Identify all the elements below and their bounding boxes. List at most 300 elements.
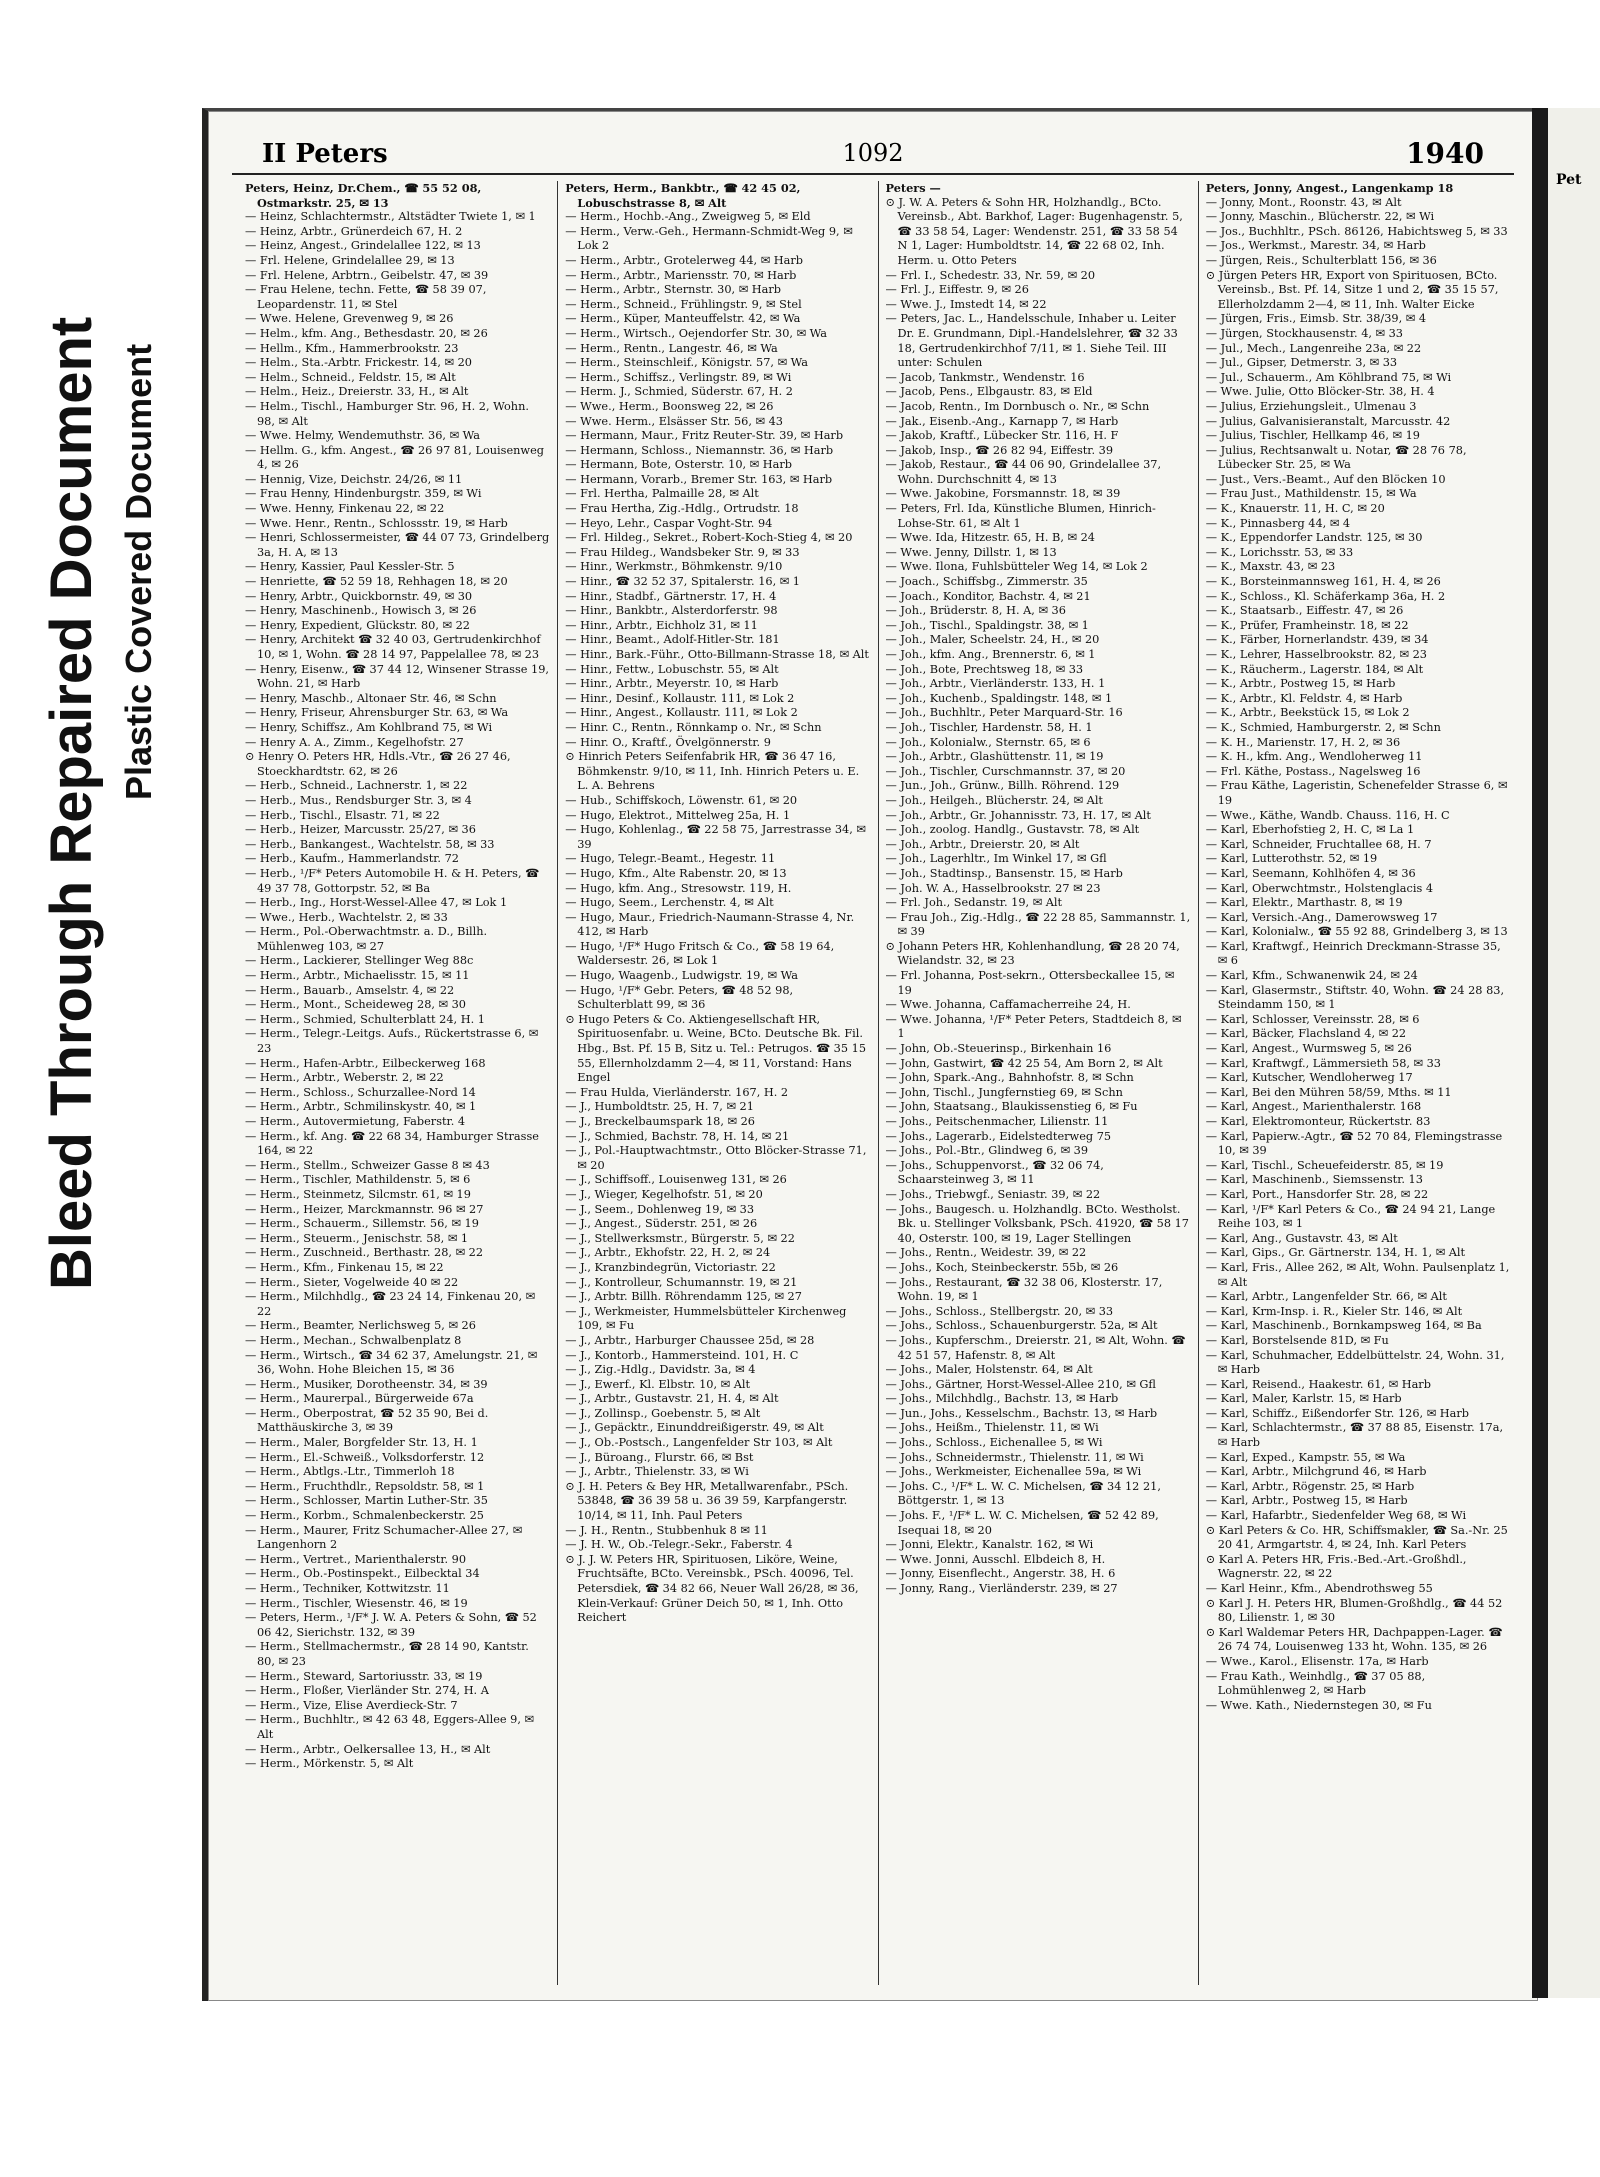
directory-entry: — K. H., Marienstr. 17, H. 2, ✉ 36 [1205, 735, 1401, 749]
volume-number: II [262, 139, 287, 169]
directory-entry: — Karl, Angest., Marienthalerstr. 168 [1205, 1100, 1422, 1114]
directory-entry: — Wwe. Henr., Rentn., Schlossstr. 19, ✉ Harb [245, 516, 508, 530]
directory-entry: — Frl. Joh., Sedanstr. 19, ✉ Alt [885, 896, 1063, 910]
directory-entry: — Frl. Helene, Arbtrn., Geibelstr. 47, ✉ 39 [245, 268, 489, 282]
directory-entry: — Jun., Johs., Kesselschm., Bachstr. 13, ✉ Harb [885, 1406, 1158, 1420]
directory-entry: — Heyo, Lehr., Caspar Voght-Str. 94 [565, 516, 773, 530]
directory-entry: — Herm., Ob.-Postinspekt., Eilbecktal 34 [245, 1567, 480, 1581]
directory-entry: — Herm., Pol.-Oberwachtmstr. a. D., Billh. Mühlenweg 103, ✉ 27 [245, 925, 488, 953]
directory-entry: — K., Lehrer, Hasselbrookstr. 82, ✉ 23 [1205, 648, 1427, 661]
directory-entry: — Johs., Maler, Holstenstr. 64, ✉ Alt [885, 1363, 1093, 1377]
directory-entry: — Herm., Bauarb., Amselstr. 4, ✉ 22 [245, 983, 455, 997]
directory-entry: — J., Ewerf., Kl. Elbstr. 10, ✉ Alt [565, 1377, 751, 1391]
directory-entry: — Karl, Kraftwgf., Lämmersieth 58, ✉ 33 [1205, 1056, 1441, 1070]
directory-entry: — Herm., Lackierer, Stellinger Weg 88c [245, 954, 474, 968]
directory-entry: — Herm., Tischler, Wiesenstr. 46, ✉ 19 [245, 1596, 468, 1610]
directory-entry: — Herm., Arbtr., Michaelisstr. 15, ✉ 11 [245, 969, 470, 983]
plastic-covered-label: Plastic Covered Document [118, 343, 159, 800]
directory-entry: — K., Räucherm., Lagerstr. 184, ✉ Alt [1205, 662, 1424, 676]
directory-entry: — John, Staatsang., Blaukissenstieg 6, ✉ Fu [885, 1100, 1138, 1114]
directory-entry: — Herb., Bankangest., Wachtelstr. 58, ✉ 33 [245, 837, 495, 851]
directory-entry: — K., Lorichsstr. 53, ✉ 33 [1205, 545, 1354, 559]
directory-entry: — Joh. W. A., Hasselbrookstr. 27 ✉ 23 [885, 881, 1101, 895]
directory-entry: — K., Pinnasberg 44, ✉ 4 [1205, 516, 1351, 530]
directory-entry: — Hugo, Kohlenlag., ☎ 22 58 75, Jarrestrasse 34, ✉ 39 [565, 823, 866, 851]
directory-entry: — Herm., Floßer, Vierländer Str. 274, H. A [245, 1684, 489, 1698]
directory-entry: — Frau Hildeg., Wandsbeker Str. 9, ✉ 33 [565, 545, 800, 559]
directory-entry: — Hinr., ☎ 32 52 37, Spitalerstr. 16, ✉ 1 [565, 575, 800, 589]
directory-entry: — Jacob, Tankmstr., Wendenstr. 16 [885, 370, 1085, 384]
repaired-document-label: Bleed Through Repaired Document [39, 316, 104, 1290]
directory-entry: — John, Tischl., Jungfernstieg 69, ✉ Schn [885, 1085, 1123, 1099]
directory-entry: — Herm., Steinmetz, Silcmstr. 61, ✉ 19 [245, 1187, 471, 1201]
directory-entry: — Johs., Lagerarb., Eidelstedterweg 75 [885, 1129, 1112, 1143]
directory-entry: — Herm., Arbtr., Weberstr. 2, ✉ 22 [245, 1071, 444, 1085]
directory-entry: — Johs., Kupferschm., Dreierstr. 21, ✉ Alt, Wohn. ☎ 42 51 57, Hafenstr. 8, ✉ Alt [885, 1333, 1186, 1362]
directory-column [879, 181, 1199, 1985]
directory-entry: — Joh., Arbtr., Glashüttenstr. 11, ✉ 19 [885, 750, 1104, 764]
directory-entry: — J., Schmied, Bachstr. 78, H. 14, ✉ 21 [565, 1129, 790, 1143]
directory-entry: — Frl. J., Eiffestr. 9, ✉ 26 [885, 283, 1029, 297]
directory-entry: — Jonny, Eisenflecht., Angerstr. 38, H. 6 [885, 1567, 1116, 1581]
directory-entry: — K., Arbtr., Kl. Feldstr. 4, ✉ Harb [1205, 691, 1403, 705]
directory-entry: — Wwe. Julie, Otto Blöcker-Str. 38, H. 4 [1205, 385, 1435, 399]
directory-entry: — J., Arbtr., Harburger Chaussee 25d, ✉ 28 [565, 1333, 815, 1347]
directory-entry: — Herm., Musiker, Dorotheenstr. 34, ✉ 39 [245, 1377, 488, 1391]
directory-entry: — Herm., Arbtr., Grotelerweg 44, ✉ Harb [565, 253, 803, 267]
directory-entry: — Johs., Heißm., Thielenstr. 11, ✉ Wi [885, 1421, 1099, 1435]
directory-entry: — Jürgen, Reis., Schulterblatt 156, ✉ 36 [1205, 253, 1437, 267]
directory-entry: — Karl, Hafarbtr., Siedenfelder Weg 68, ✉ Wi [1205, 1509, 1467, 1523]
directory-entry: — Hugo, ¹/F* Gebr. Peters, ☎ 48 52 98, Schulterblatt 99, ✉ 36 [565, 983, 794, 1012]
directory-entry: — Julius, Galvanisieranstalt, Marcusstr. 42 [1205, 414, 1451, 428]
directory-entry: — John, Spark.-Ang., Bahnhofstr. 8, ✉ Schn [885, 1071, 1134, 1085]
page-number: 1092 [842, 139, 904, 167]
directory-entry: — J., Ob.-Postsch., Langenfelder Str 103, ✉ Alt [565, 1436, 833, 1450]
directory-entry: — J., Wieger, Kegelhofstr. 51, ✉ 20 [565, 1187, 763, 1201]
directory-entry: — Karl, Kfm., Schwanenwik 24, ✉ 24 [1205, 969, 1418, 983]
directory-entry: — Joh., Buchhltr., Peter Marquard-Str. 16 [885, 706, 1123, 720]
column-heading: Peters, Jonny, Angest., Langenkamp 18 [1205, 181, 1454, 195]
directory-entry: — Johs., Werkmeister, Eichenallee 59a, ✉ Wi [885, 1465, 1142, 1479]
directory-entry: — Herm., Schiffsz., Verlingstr. 89, ✉ Wi [565, 370, 792, 384]
directory-entry: — Joh., Arbtr., Gr. Johannisstr. 73, H. 17, ✉ Alt [885, 808, 1151, 822]
directory-entry: — Hugo, Maur., Friedrich-Naumann-Strasse 4, Nr. 412, ✉ Harb [565, 910, 855, 939]
directory-entry: — Karl, Eberhofstieg 2, H. C, ✉ La 1 [1205, 823, 1415, 837]
column-heading: Peters, Herm., Bankbtr., ☎ 42 45 02, Lobuschstrasse 8, ✉ Alt [565, 181, 801, 210]
directory-entry: ⊙ Johann Peters HR, Kohlenhandlung, ☎ 28 20 74, Wielandstr. 32, ✉ 23 [885, 939, 1180, 968]
column-heading: Peters — [885, 181, 941, 195]
directory-entry: — Joach., Schiffsbg., Zimmerstr. 35 [885, 575, 1088, 589]
directory-entry: — Joh., kfm. Ang., Brennerstr. 6, ✉ 1 [885, 648, 1096, 661]
directory-entry: — Johs., Baugesch. u. Holzhandlg. BCto. Westholst. Bk. u. Stellinger Volksbank, PSch. 41920, ☎ 58 17 40, Osterstr. 100, ✉ 19, Lager Stellingen [885, 1202, 1189, 1245]
directory-entry: — Herm., Schneid., Frühlingstr. 9, ✉ Stel [565, 297, 802, 311]
directory-entry: — Karl, Kraftwgf., Heinrich Dreckmann-Strasse 35, ✉ 6 [1205, 939, 1501, 968]
directory-entry: — Joh., Tischl., Spaldingstr. 38, ✉ 1 [885, 618, 1089, 632]
directory-column [238, 181, 558, 1985]
directory-entry: — Hermann, Bote, Osterstr. 10, ✉ Harb [565, 458, 792, 472]
directory-entry: — J., Werkmeister, Hummelsbütteler Kirchenweg 109, ✉ Fu [565, 1304, 847, 1333]
directory-entry: — Johs. F., ¹/F* L. W. C. Michelsen, ☎ 52 42 89, Isequai 18, ✉ 20 [885, 1509, 1159, 1537]
directory-entry: — Wwe., Käthe, Wandb. Chauss. 116, H. C [1205, 808, 1450, 822]
directory-entry: — Jakob, Restaur., ☎ 44 06 90, Grindelallee 37, Wohn. Durchschnitt 4, ✉ 13 [885, 458, 1162, 486]
directory-entry: — K. H., kfm. Ang., Wendloherweg 11 [1205, 750, 1423, 764]
directory-entry: — Henry A. A., Zimm., Kegelhofstr. 27 [245, 735, 464, 749]
directory-entry: — K., Eppendorfer Landstr. 125, ✉ 30 [1205, 531, 1423, 545]
directory-entry: — Herm., Stellm., Schweizer Gasse 8 ✉ 43 [245, 1158, 490, 1172]
directory-entry: — Johs., Restaurant, ☎ 32 38 06, Klosterstr. 17, Wohn. 19, ✉ 1 [885, 1275, 1163, 1304]
directory-entry: — Joh., Tischler, Hardenstr. 58, H. 1 [885, 720, 1093, 734]
directory-entry: — Hinr., Bankbtr., Alsterdorferstr. 98 [565, 604, 778, 618]
directory-entry: — Herm., Verw.-Geh., Hermann-Schmidt-Weg 9, ✉ Lok 2 [565, 224, 853, 253]
directory-entry: — Hinr. O., Kraftf., Övelgönnerstr. 9 [565, 735, 771, 749]
directory-entry: — Karl, Bei den Mühren 58/59, Mths. ✉ 11 [1205, 1085, 1452, 1099]
directory-entry: — Frau Helene, techn. Fette, ☎ 58 39 07, Leopardenstr. 11, ✉ Stel [245, 283, 487, 311]
directory-entry: — Hugo, ¹/F* Hugo Fritsch & Co., ☎ 58 19 64, Waldersestr. 26, ✉ Lok 1 [565, 939, 835, 968]
directory-entry: — Peters, Jac. L., Handelsschule, Inhaber u. Leiter Dr. E. Grundmann, Dipl.-Handelslehrer, ☎ 32 33 18, Gertrudenkirchhof 7/11, ✉ 1. Siehe Teil. III unter: Schulen [885, 312, 1178, 370]
directory-entry: — Frl. Hertha, Palmaille 28, ✉ Alt [565, 487, 759, 501]
directory-entry: — Joh., Kuchenb., Spaldingstr. 148, ✉ 1 [885, 691, 1113, 705]
directory-entry: — Herb., Heizer, Marcusstr. 25/27, ✉ 36 [245, 823, 476, 837]
directory-entry: — Karl, Elektr., Marthastr. 8, ✉ 19 [1205, 896, 1403, 910]
directory-entry: — Jul., Gipser, Detmerstr. 3, ✉ 33 [1205, 356, 1398, 370]
directory-entry: — Hellm. G., kfm. Angest., ☎ 26 97 81, Louisenweg 4, ✉ 26 [245, 443, 545, 472]
directory-entry: — Herm., Wirtsch., Oejendorfer Str. 30, ✉ Wa [565, 326, 827, 340]
directory-entry: — Herm., Schauerm., Sillemstr. 56, ✉ 19 [245, 1217, 479, 1231]
directory-entry: — K., Staatsarb., Eiffestr. 47, ✉ 26 [1205, 604, 1404, 618]
directory-entry: — Henry, Architekt ☎ 32 40 03, Gertrudenkirchhof 10, ✉ 1, Wohn. ☎ 28 14 97, Pappelallee 78, ✉ 23 [245, 633, 541, 661]
directory-entry: — Karl, ¹/F* Karl Peters & Co., ☎ 24 94 21, Lange Reihe 103, ✉ 1 [1205, 1202, 1496, 1231]
directory-entry: — Jonny, Mont., Roonstr. 43, ✉ Alt [1205, 195, 1402, 209]
directory-entry: — Herm., Vertret., Marienthalerstr. 90 [245, 1552, 467, 1566]
directory-entry: — Hennig, Vize, Deichstr. 24/26, ✉ 11 [245, 472, 463, 486]
directory-entry: — Karl, Maschinenb., Siemssenstr. 13 [1205, 1173, 1423, 1187]
directory-entry: — Karl, Versich.-Ang., Damerowsweg 17 [1205, 910, 1438, 924]
directory-entry: — Joach., Konditor, Bachstr. 4, ✉ 21 [885, 589, 1091, 603]
header-name: Peters [295, 139, 388, 169]
directory-entry: — Wwe. Ilona, Fuhlsbütteler Weg 14, ✉ Lok 2 [885, 560, 1148, 574]
directory-entry: — Henry, Maschb., Altonaer Str. 46, ✉ Schn [245, 691, 497, 705]
directory-entry: ⊙ Hinrich Peters Seifenfabrik HR, ☎ 36 47 16, Böhmkenstr. 9/10, ✉ 11, Inh. Hinrich Peters u. E. L. A. Behrens [565, 750, 860, 793]
directory-entry: — Helm., Sta.-Arbtr. Frickestr. 14, ✉ 20 [245, 356, 472, 370]
directory-entry: — J. H. W., Ob.-Telegr.-Sekr., Faberstr. 4 [565, 1538, 793, 1552]
directory-entry: — Hugo, Elektrot., Mittelweg 25a, H. 1 [565, 808, 791, 822]
directory-entry: — Karl, Port., Hansdorfer Str. 28, ✉ 22 [1205, 1187, 1429, 1201]
directory-entry: — Jakob, Insp., ☎ 26 82 94, Eiffestr. 39 [885, 443, 1114, 457]
directory-entry: — Jonny, Maschin., Blücherstr. 22, ✉ Wi [1205, 210, 1435, 224]
directory-entry: — Herb., Tischl., Elsastr. 71, ✉ 22 [245, 808, 440, 822]
directory-entry: — Karl, Kolonialw., ☎ 55 92 88, Grindelberg 3, ✉ 13 [1205, 925, 1508, 939]
directory-entry: — J., Pol.-Hauptwachtmstr., Otto Blöcker-Strasse 71, ✉ 20 [565, 1144, 867, 1172]
directory-entry: — Joh., Arbtr., Dreierstr. 20, ✉ Alt [885, 837, 1080, 851]
directory-entry: ⊙ Karl Peters & Co. HR, Schiffsmakler, ☎ Sa.-Nr. 25 20 41, Armgartstr. 4, ✉ 24, Inh. Karl Peters [1205, 1523, 1508, 1552]
directory-entry: — Jul., Mech., Langenreihe 23a, ✉ 22 [1205, 341, 1422, 355]
directory-entry: — J., Schiffsoff., Louisenweg 131, ✉ 26 [565, 1173, 787, 1187]
page-header [232, 133, 1514, 175]
directory-entry: — Herm., Beamter, Nerlichsweg 5, ✉ 26 [245, 1319, 476, 1333]
directory-entry: — Herm., Schmied, Schulterblatt 24, H. 1 [245, 1012, 485, 1026]
directory-entry: — Herm., Hafen-Arbtr., Eilbeckerweg 168 [245, 1056, 486, 1070]
directory-entry: — Hugo, Telegr.-Beamt., Hegestr. 11 [565, 852, 776, 866]
directory-entry: — Wwe. Herm., Elsässer Str. 56, ✉ 43 [565, 414, 783, 428]
directory-entry: — Johs., Koch, Steinbeckerstr. 55b, ✉ 26 [885, 1260, 1119, 1274]
directory-entry: — J., Kontorb., Hammersteind. 101, H. C [565, 1348, 799, 1362]
directory-entry: — Herm., Schlosser, Martin Luther-Str. 35 [245, 1494, 488, 1508]
directory-entry: — Jos., Werkmst., Marestr. 34, ✉ Harb [1205, 239, 1426, 253]
directory-entry: — J. H., Rentn., Stubbenhuk 8 ✉ 11 [565, 1523, 768, 1537]
directory-entry: — Karl, Angest., Wurmsweg 5, ✉ 26 [1205, 1042, 1412, 1056]
directory-entry: — Hinr. C., Rentn., Rönnkamp o. Nr., ✉ Schn [565, 720, 822, 734]
directory-entry: — Hinr., Arbtr., Eichholz 31, ✉ 11 [565, 618, 758, 632]
directory-entry: — Herm., Mörkenstr. 5, ✉ Alt [245, 1757, 414, 1771]
directory-entry: — Henry, Arbtr., Quickbornstr. 49, ✉ 30 [245, 589, 473, 603]
directory-entry: — Herb., Kaufm., Hammerlandstr. 72 [245, 852, 459, 866]
directory-entry: — Frl. Helene, Grindelallee 29, ✉ 13 [245, 253, 455, 267]
directory-entry: — John, Gastwirt, ☎ 42 25 54, Am Born 2, ✉ Alt [885, 1056, 1163, 1070]
directory-entry: — Herm., Mechan., Schwalbenplatz 8 [245, 1333, 462, 1347]
directory-entry: — Joh., Maler, Scheelstr. 24, H., ✉ 20 [885, 633, 1100, 647]
directory-entry: ⊙ Jürgen Peters HR, Export von Spirituosen, BCto. Vereinsb., Bst. Pf. 14, Sitze 1 und 2, ☎ 35 15 57, Ellerholzdamm 2—4, ✉ 11, Inh. Walter Eicke [1205, 268, 1499, 311]
directory-entry: — Jul., Schauerm., Am Köhlbrand 75, ✉ Wi [1205, 370, 1452, 384]
directory-entry: — Johs., Rentn., Weidestr. 39, ✉ 22 [885, 1246, 1087, 1260]
directory-entry: — Helm., kfm. Ang., Bethesdastr. 20, ✉ 26 [245, 326, 488, 340]
directory-entry: — Frau Hulda, Vierländerstr. 167, H. 2 [565, 1085, 789, 1099]
directory-entry: — Jürgen, Fris., Eimsb. Str. 38/39, ✉ 4 [1205, 312, 1427, 326]
directory-entry: ⊙ Hugo Peters & Co. Aktiengesellschaft HR, Spirituosenfabr. u. Weine, BCto. Deutsche Bk. Fil. Hbg., Bst. Pf. 15 B, Sitz u. Tel.: Petrugos. ☎ 35 15 55, Ellernholzdamm 2—4, ✉ 11, Vorstand: Hans Engel [565, 1012, 867, 1085]
directory-entry: — K., Arbtr., Beekstück 15, ✉ Lok 2 [1205, 706, 1410, 720]
directory-entry: — Frau Joh., Zig.-Hdlg., ☎ 22 28 85, Sammannstr. 1, ✉ 39 [885, 910, 1191, 939]
directory-entry: — Wwe. J., Imstedt 14, ✉ 22 [885, 297, 1047, 311]
directory-entry: — J., Angest., Süderstr. 251, ✉ 26 [565, 1217, 758, 1231]
directory-entry: — Karl Heinr., Kfm., Abendrothsweg 55 [1205, 1582, 1433, 1595]
column-heading: Peters, Heinz, Dr.Chem., ☎ 55 52 08, Ostmarkstr. 25, ✉ 13 [245, 181, 482, 210]
directory-entry: — Herm., Maler, Borgfelder Str. 13, H. 1 [245, 1436, 478, 1450]
year: 1940 [1406, 137, 1484, 170]
directory-entry: — Wwe. Helmy, Wendemuthstr. 36, ✉ Wa [245, 429, 480, 443]
directory-entry: — K., Schloss., Kl. Schäferkamp 36a, H. 2 [1205, 589, 1446, 603]
directory-entry: — Heinz, Arbtr., Grünerdeich 67, H. 2 [245, 224, 463, 238]
directory-entry: ⊙ Karl A. Peters HR, Fris.-Bed.-Art.-Großhdl., Wagnerstr. 22, ✉ 22 [1205, 1552, 1467, 1581]
directory-entry: — Wwe., Herm., Boonsweg 22, ✉ 26 [565, 399, 774, 413]
directory-entry: — John, Ob.-Steuerinsp., Birkenhain 16 [885, 1042, 1112, 1056]
directory-entry: — Johs., Pol.-Btr., Glindweg 6, ✉ 39 [885, 1144, 1089, 1158]
directory-entry: — Herm., kf. Ang. ☎ 22 68 34, Hamburger Strasse 164, ✉ 22 [245, 1129, 539, 1158]
directory-entry: — Herm., Arbtr., Schmilinskystr. 40, ✉ 1 [245, 1100, 477, 1114]
directory-entry: — Karl, Arbtr., Langenfelder Str. 66, ✉ Alt [1205, 1290, 1447, 1304]
directory-entry: — Herm., Mont., Scheideweg 28, ✉ 30 [245, 998, 466, 1012]
directory-columns [238, 181, 1518, 1985]
directory-entry: — K., Färber, Hornerlandstr. 439, ✉ 34 [1205, 633, 1429, 647]
directory-entry: — Hinr., Beamt., Adolf-Hitler-Str. 181 [565, 633, 780, 647]
directory-entry: — Hugo, Seem., Lerchenstr. 4, ✉ Alt [565, 896, 774, 910]
directory-entry: — Wwe. Jenny, Dillstr. 1, ✉ 13 [885, 545, 1057, 559]
directory-entry: — Henry, Friseur, Ahrensburger Str. 63, ✉ Wa [245, 706, 509, 720]
directory-entry: — Karl, Elektromonteur, Rückertstr. 83 [1205, 1115, 1431, 1128]
directory-entry: — Joh., Stadtinsp., Bansenstr. 15, ✉ Harb [885, 866, 1123, 880]
directory-entry: — Hinr., Fettw., Lobuschstr. 55, ✉ Alt [565, 662, 779, 676]
directory-entry: — Jun., Joh., Grünw., Billh. Röhrend. 129 [885, 779, 1120, 793]
directory-entry: ⊙ Karl J. H. Peters HR, Blumen-Großhdlg., ☎ 44 52 80, Lilienstr. 1, ✉ 30 [1205, 1596, 1503, 1625]
directory-entry: — Johs., Schloss., Schauenburgerstr. 52a, ✉ Alt [885, 1319, 1158, 1333]
directory-entry: — Henry, Kassier, Paul Kessler-Str. 5 [245, 560, 455, 574]
directory-entry: — Joh., Tischler, Curschmannstr. 37, ✉ 20 [885, 764, 1126, 778]
directory-entry: — Jonny, Rang., Vierländerstr. 239, ✉ 27 [885, 1582, 1118, 1595]
directory-entry: — Herm., Maurerpal., Bürgerweide 67a [245, 1392, 474, 1406]
directory-entry: — Herm., Wirtsch., ☎ 34 62 37, Amelungstr. 21, ✉ 36, Wohn. Hohe Bleichen 15, ✉ 36 [245, 1348, 538, 1377]
directory-entry: — Johs., Schloss., Stellbergstr. 20, ✉ 33 [885, 1304, 1114, 1318]
directory-entry: — Karl, Kutscher, Wendloherweg 17 [1205, 1071, 1413, 1085]
directory-entry: — Hinr., Bark.-Führ., Otto-Billmann-Strasse 18, ✉ Alt [565, 648, 869, 661]
directory-entry: — Herb., ¹/F* Peters Automobile H. & H. Peters, ☎ 49 37 78, Gottorpstr. 52, ✉ Ba [245, 866, 540, 895]
directory-entry: — Karl, Schiffz., Eißendorfer Str. 126, ✉ Harb [1205, 1406, 1470, 1420]
directory-entry: — Karl, Schuhmacher, Eddelbüttelstr. 24, Wohn. 31, ✉ Harb [1205, 1348, 1505, 1377]
directory-entry: — Jacob, Pens., Elbgaustr. 83, ✉ Eld [885, 385, 1093, 399]
directory-entry: — K., Prüfer, Framheinstr. 18, ✉ 22 [1205, 618, 1409, 632]
directory-entry: — Herm., Milchhdlg., ☎ 23 24 14, Finkenau 20, ✉ 22 [245, 1290, 536, 1318]
next-page-peek: Pet [1556, 172, 1582, 188]
directory-entry: — Hinr., Arbtr., Meyerstr. 10, ✉ Harb [565, 677, 779, 691]
directory-entry: — Herm., Abtlgs.-Ltr., Timmerloh 18 [245, 1465, 455, 1479]
directory-entry: — Herm., Hochb.-Ang., Zweigweg 5, ✉ Eld [565, 210, 811, 224]
directory-entry: — Julius, Tischler, Hellkamp 46, ✉ 19 [1205, 429, 1420, 443]
directory-entry: — Karl, Bäcker, Flachsland 4, ✉ 22 [1205, 1027, 1407, 1041]
directory-entry: — Frl. I., Schedestr. 33, Nr. 59, ✉ 20 [885, 268, 1096, 282]
directory-entry: — Herm., Maurer, Fritz Schumacher-Allee 27, ✉ Langenhorn 2 [245, 1523, 523, 1552]
directory-entry: — K., Arbtr., Postweg 15, ✉ Harb [1205, 677, 1396, 691]
directory-entry: — Wwe. Jakobine, Forsmannstr. 18, ✉ 39 [885, 487, 1121, 501]
directory-entry: — Frau Just., Mathildenstr. 15, ✉ Wa [1205, 487, 1417, 501]
directory-entry: — Joh., Lagerhltr., Im Winkel 17, ✉ Gfl [885, 852, 1107, 866]
directory-entry: — Herm., Stellmachermstr., ☎ 28 14 90, Kantstr. 80, ✉ 23 [245, 1640, 529, 1668]
directory-entry: — Hinr., Stadbf., Gärtnerstr. 17, H. 4 [565, 589, 777, 603]
directory-entry: — J., Zig.-Hdlg., Davidstr. 3a, ✉ 4 [565, 1363, 756, 1377]
directory-entry: — Jakob, Kraftf., Lübecker Str. 116, H. F [885, 429, 1119, 443]
directory-entry: — J., Zollinsp., Goebenstr. 5, ✉ Alt [565, 1406, 761, 1420]
directory-entry: — Karl, Schneider, Fruchtallee 68, H. 7 [1205, 837, 1432, 851]
directory-entry: — Wwe. Jonni, Ausschl. Elbdeich 8, H. [885, 1552, 1106, 1566]
directory-entry: — Johs., Schuppenvorst., ☎ 32 06 74, Schaarsteinweg 3, ✉ 11 [885, 1158, 1104, 1187]
directory-entry: — Karl, Arbtr., Milchgrund 46, ✉ Harb [1205, 1465, 1427, 1479]
directory-entry: — Herm., El.-Schweiß., Volksdorferstr. 12 [245, 1450, 485, 1464]
directory-entry: — Hermann, Vorarb., Bremer Str. 163, ✉ Harb [565, 472, 833, 486]
directory-entry: — Herm., Arbtr., Oelkersallee 13, H., ✉ Alt [245, 1742, 491, 1756]
directory-entry: — Herm., Tischler, Mathildenstr. 5, ✉ 6 [245, 1173, 471, 1187]
directory-entry: — Karl, Schlachtermstr., ☎ 37 88 85, Eisenstr. 17a, ✉ Harb [1205, 1421, 1504, 1450]
directory-entry: — Herb., Mus., Rendsburger Str. 3, ✉ 4 [245, 793, 472, 807]
directory-entry: — Jak., Eisenb.-Ang., Karnapp 7, ✉ Harb [885, 414, 1119, 428]
directory-entry: — Herm., Steuerm., Jenischstr. 58, ✉ 1 [245, 1231, 469, 1245]
directory-entry: — Karl, Fris., Allee 262, ✉ Alt, Wohn. Paulsenplatz 1, ✉ Alt [1205, 1260, 1510, 1289]
directory-entry: — Helm., Schneid., Feldstr. 15, ✉ Alt [245, 370, 456, 384]
directory-entry: — Helm., Tischl., Hamburger Str. 96, H. 2, Wohn. 98, ✉ Alt [245, 399, 529, 428]
directory-entry: — Herm., Steward, Sartoriusstr. 33, ✉ 19 [245, 1669, 483, 1683]
directory-entry: — Wwe. Kath., Niedernstegen 30, ✉ Fu [1205, 1698, 1432, 1712]
directory-entry: — Karl, Maschinenb., Bornkampsweg 164, ✉ Ba [1205, 1319, 1482, 1333]
directory-entry: — Frau Kath., Weinhdlg., ☎ 37 05 88, Lohmühlenweg 2, ✉ Harb [1205, 1669, 1426, 1698]
directory-entry: — Herm., Arbtr., Mariensstr. 70, ✉ Harb [565, 268, 797, 282]
directory-entry: — Johs., Schloss., Eichenallee 5, ✉ Wi [885, 1436, 1103, 1450]
directory-entry: — Jacob, Rentn., Im Dornbusch o. Nr., ✉ Schn [885, 399, 1150, 413]
directory-entry: — Hellm., Kfm., Hammerbrookstr. 23 [245, 341, 459, 355]
directory-page [202, 108, 1538, 2001]
directory-entry: — Frau Käthe, Lageristin, Schenefelder Strasse 6, ✉ 19 [1205, 779, 1508, 807]
directory-entry: — Hermann, Schloss., Niemannstr. 36, ✉ Harb [565, 443, 834, 457]
directory-entry: — Frl. Käthe, Postass., Nagelsweg 16 [1205, 764, 1421, 778]
directory-entry: — Herm., Schloss., Schurzallee-Nord 14 [245, 1085, 476, 1099]
directory-entry: — Karl, Maler, Karlstr. 15, ✉ Harb [1205, 1392, 1402, 1406]
directory-entry: — Hugo, kfm. Ang., Stresowstr. 119, H. [565, 881, 792, 895]
directory-entry: — K., Schmied, Hamburgerstr. 2, ✉ Schn [1205, 720, 1441, 734]
directory-entry: — Frau Henny, Hindenburgstr. 359, ✉ Wi [245, 487, 482, 501]
directory-entry: ⊙ J. W. A. Peters & Sohn HR, Holzhandlg., BCto. Vereinsb., Abt. Barkhof, Lager: Bugenhagenstr. 5, ☎ 33 58 54, Lager: Wendenstr. 251, ☎ 33 58 54 N 1, Lager: Humboldtstr. 14, ☎ 22 68 02, Inh. Herm. u. Otto Peters [885, 195, 1183, 267]
directory-entry: — Herm., Kfm., Finkenau 15, ✉ 22 [245, 1260, 444, 1274]
directory-entry: — Karl, Gips., Gr. Gärtnerstr. 134, H. 1, ✉ Alt [1205, 1246, 1466, 1260]
directory-entry: — Hinr., Angest., Kollaustr. 111, ✉ Lok 2 [565, 706, 798, 720]
directory-entry: — K., Borsteinmannsweg 161, H. 4, ✉ 26 [1205, 575, 1441, 589]
directory-entry: — Herb., Ing., Horst-Wessel-Allee 47, ✉ Lok 1 [245, 896, 508, 910]
directory-entry: — Wwe., Karol., Elisenstr. 17a, ✉ Harb [1205, 1654, 1429, 1668]
directory-entry: — Karl, Reisend., Haakestr. 61, ✉ Harb [1205, 1377, 1431, 1391]
directory-entry: — Joh., Bote, Prechtsweg 18, ✉ 33 [885, 662, 1084, 676]
directory-entry: — Heinz, Angest., Grindelallee 122, ✉ 13 [245, 239, 481, 253]
directory-entry: — Herm., Sieter, Vogelweide 40 ✉ 22 [245, 1275, 459, 1289]
directory-entry: — Johs. C., ¹/F* L. W. C. Michelsen, ☎ 34 12 21, Böttgerstr. 1, ✉ 13 [885, 1479, 1161, 1508]
directory-column [1199, 181, 1518, 1985]
directory-column [558, 181, 878, 1985]
directory-entry: — J., Breckelbaumspark 18, ✉ 26 [565, 1115, 755, 1128]
directory-entry: — Karl, Ang., Gustavstr. 43, ✉ Alt [1205, 1231, 1398, 1245]
directory-entry: — Karl, Arbtr., Postweg 15, ✉ Harb [1205, 1494, 1408, 1508]
directory-entry: — Jonni, Elektr., Kanalstr. 162, ✉ Wi [885, 1538, 1094, 1552]
directory-entry: — Karl, Oberwchtmstr., Holstenglacis 4 [1205, 881, 1434, 895]
next-page-edge [1548, 108, 1600, 1998]
page-binding-edge [1532, 108, 1548, 1998]
directory-entry: ⊙ J. J. W. Peters HR, Spirituosen, Liköre, Weine, Fruchtsäfte, BCto. Vereinsbk., PSch. 40096, Tel. Petersdiek, ☎ 34 82 66, Neuer Wall 26/28, ✉ 36, Klein-Verkauf: Grüner Deich 50, ✉ 1, Inh. Otto Reichert [565, 1552, 859, 1625]
directory-entry: — Henry, Maschinenb., Howisch 3, ✉ 26 [245, 604, 477, 618]
directory-entry: — Henry, Expedient, Glückstr. 80, ✉ 22 [245, 618, 470, 632]
directory-entry: — J., Arbtr., Gustavstr. 21, H. 4, ✉ Alt [565, 1392, 779, 1406]
directory-entry: — Hub., Schiffskoch, Löwenstr. 61, ✉ 20 [565, 793, 798, 807]
directory-entry: — Johs., Peitschenmacher, Lilienstr. 11 [885, 1115, 1109, 1128]
directory-entry: — Joh., Arbtr., Vierländerstr. 133, H. 1 [885, 677, 1106, 691]
directory-entry: — K., Maxstr. 43, ✉ 23 [1205, 560, 1336, 574]
directory-entry: — Herm., Telegr.-Leitgs. Aufs., Rückertstrasse 6, ✉ 23 [245, 1027, 539, 1056]
directory-entry: — Herm., Fruchthdlr., Repsoldstr. 58, ✉ 1 [245, 1479, 485, 1493]
directory-entry: — Herm., Oberpostrat, ☎ 52 35 90, Bei d. Matthäuskirche 3, ✉ 39 [245, 1406, 489, 1435]
directory-entry: ⊙ Karl Waldemar Peters HR, Dachpappen-Lager. ☎ 26 74 74, Louisenweg 133 ht, Wohn. 135, ✉ 26 [1205, 1625, 1503, 1654]
directory-entry: — Johs., Gärtner, Horst-Wessel-Allee 210, ✉ Gfl [885, 1377, 1156, 1391]
directory-entry: — Wwe. Johanna, Caffamacherreihe 24, H. [885, 998, 1131, 1012]
directory-entry: — Karl, Papierw.-Agtr., ☎ 52 70 84, Flemingstrasse 10, ✉ 39 [1205, 1129, 1503, 1158]
directory-entry: — Karl, Borstelsende 81D, ✉ Fu [1205, 1333, 1389, 1347]
directory-entry: — Peters, Herm., ¹/F* J. W. A. Peters & Sohn, ☎ 52 06 42, Sierichstr. 132, ✉ 39 [245, 1611, 537, 1639]
directory-entry: — Hugo, Kfm., Alte Rabenstr. 20, ✉ 13 [565, 866, 787, 880]
directory-entry: — Herm., Rentn., Langestr. 46, ✉ Wa [565, 341, 778, 355]
directory-entry: — Henriette, ☎ 52 59 18, Rehhagen 18, ✉ 20 [245, 575, 508, 589]
directory-entry: — Johs., Milchhdlg., Bachstr. 13, ✉ Harb [885, 1392, 1119, 1406]
directory-entry: — Herm., Steinschleif., Königstr. 57, ✉ Wa [565, 356, 808, 370]
directory-entry: — Joh., Kolonialw., Sternstr. 65, ✉ 6 [885, 735, 1091, 749]
directory-entry: — Hermann, Maur., Fritz Reuter-Str. 39, ✉ Harb [565, 429, 844, 443]
directory-entry: — Frau Hertha, Zig.-Hdlg., Ortrudstr. 18 [565, 502, 799, 516]
directory-entry: — Herm., Korbm., Schmalenbeckerstr. 25 [245, 1509, 484, 1523]
directory-entry: — Karl, Glasermstr., Stiftstr. 40, Wohn. ☎ 24 28 83, Steindamm 150, ✉ 1 [1205, 983, 1505, 1012]
directory-entry: — Peters, Frl. Ida, Künstliche Blumen, Hinrich-Lohse-Str. 61, ✉ Alt 1 [885, 502, 1156, 530]
directory-entry: — Herm., Zuschneid., Berthastr. 28, ✉ 22 [245, 1246, 484, 1260]
directory-entry: — Hinr., Werkmstr., Böhmkenstr. 9/10 [565, 560, 783, 574]
directory-entry: — J., Humboldtstr. 25, H. 7, ✉ 21 [565, 1100, 754, 1114]
directory-entry: ⊙ Henry O. Peters HR, Hdls.-Vtr., ☎ 26 27 46, Stoeckhardtstr. 62, ✉ 26 [245, 750, 511, 778]
